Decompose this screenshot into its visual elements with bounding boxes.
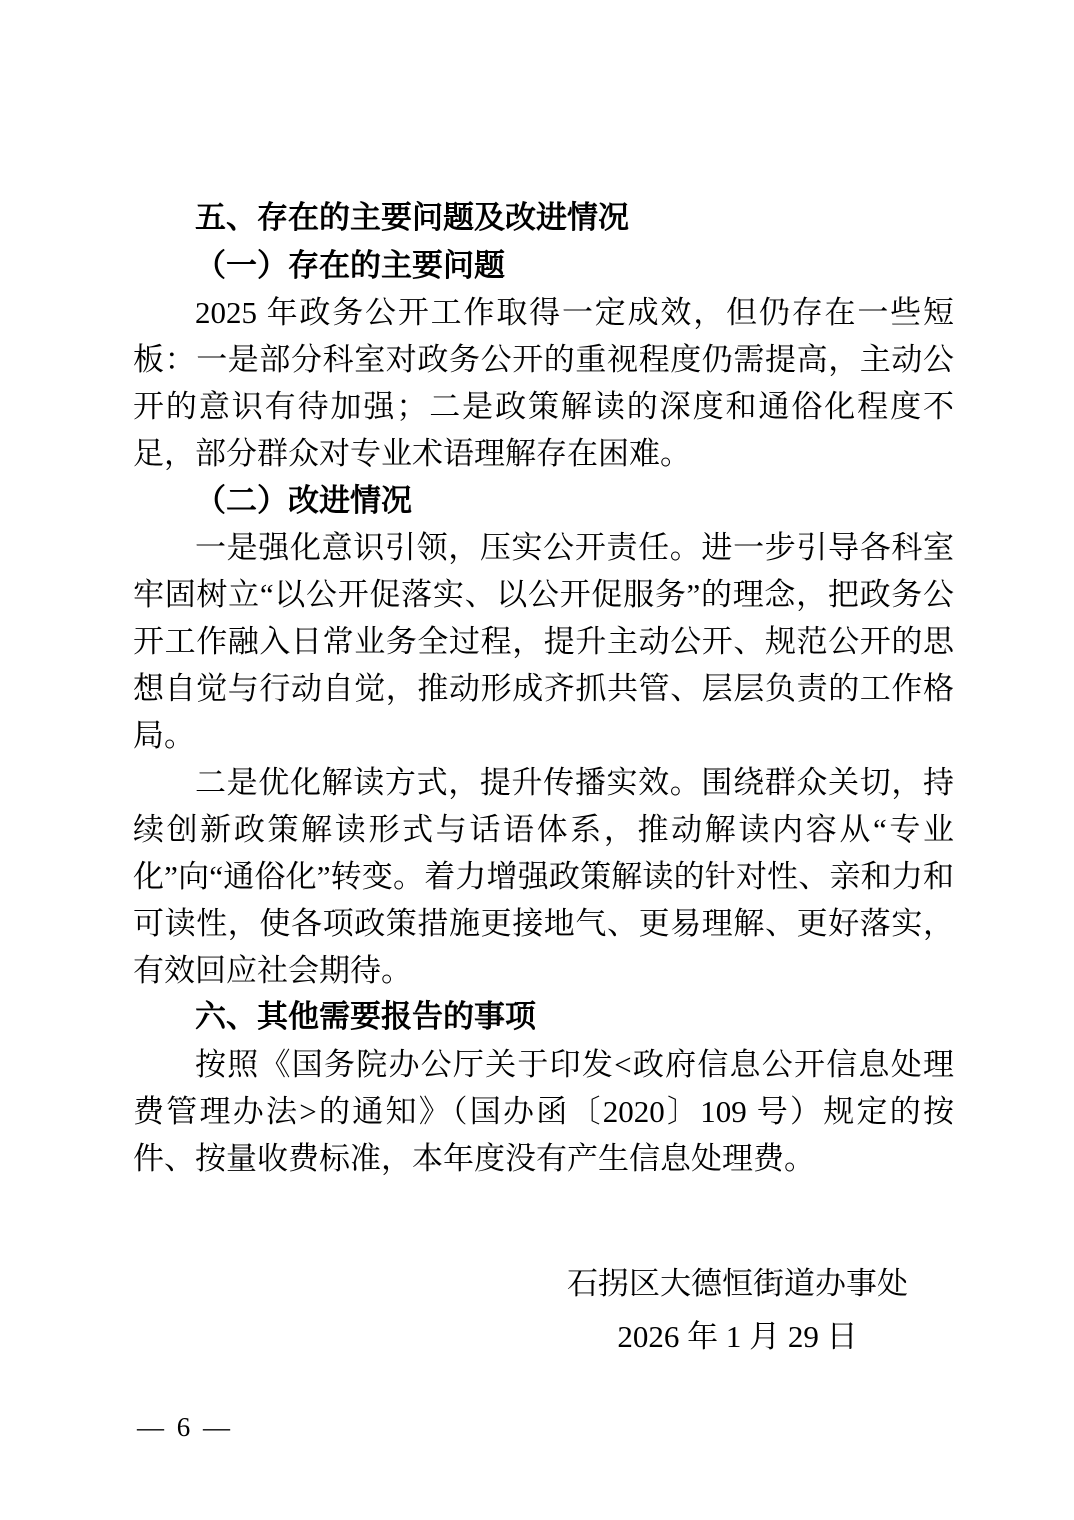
paragraph-other-report-items: 按照《国务院办公厅关于印发<政府信息公开信息处理费管理办法>的通知》（国办函〔2020〕109 号）规定的按件、按量收费标准，本年度没有产生信息处理费。	[133, 1047, 954, 1176]
paragraph-improvement-awareness: 一是强化意识引领，压实公开责任。进一步引导各科室牢固树立“以公开促落实、以公开促服务”的理念，把政务公开工作融入日常业务全过程，提升主动公开、规范公开的思想自觉与行动自觉，推动形成齐抓共管、层层负责的工作格局。	[133, 530, 954, 753]
signature-date: 2026 年 1 月 29 日	[617, 1319, 858, 1354]
section-heading-six: 六、其他需要报告的事项	[195, 999, 536, 1035]
signature-block	[567, 1257, 908, 1363]
section-heading-five: 五、存在的主要问题及改进情况	[195, 200, 629, 236]
subsection-heading-one-main-problems: （一）存在的主要问题	[195, 248, 505, 283]
page-number: — 6 —	[137, 1412, 233, 1442]
paragraph-main-problems: 2025 年政务公开工作取得一定成效，但仍存在一些短板：一是部分科室对政务公开的重视程度仍需提高，主动公开的意识有待加强；二是政策解读的深度和通俗化程度不足，部分群众对专业术语理解存在困难。	[133, 295, 954, 471]
subsection-heading-two-improvements: （二）改进情况	[195, 483, 412, 518]
signature-organization: 石拐区大德恒街道办事处	[567, 1266, 908, 1301]
paragraph-improvement-interpretation: 二是优化解读方式，提升传播实效。围绕群众关切，持续创新政策解读形式与话语体系，推动解读内容从“专业化”向“通俗化”转变。着力增强政策解读的针对性、亲和力和可读性，使各项政策措施更接地气、更易理解、更好落实，有效回应社会期待。	[133, 765, 954, 988]
document-content	[133, 195, 954, 1363]
